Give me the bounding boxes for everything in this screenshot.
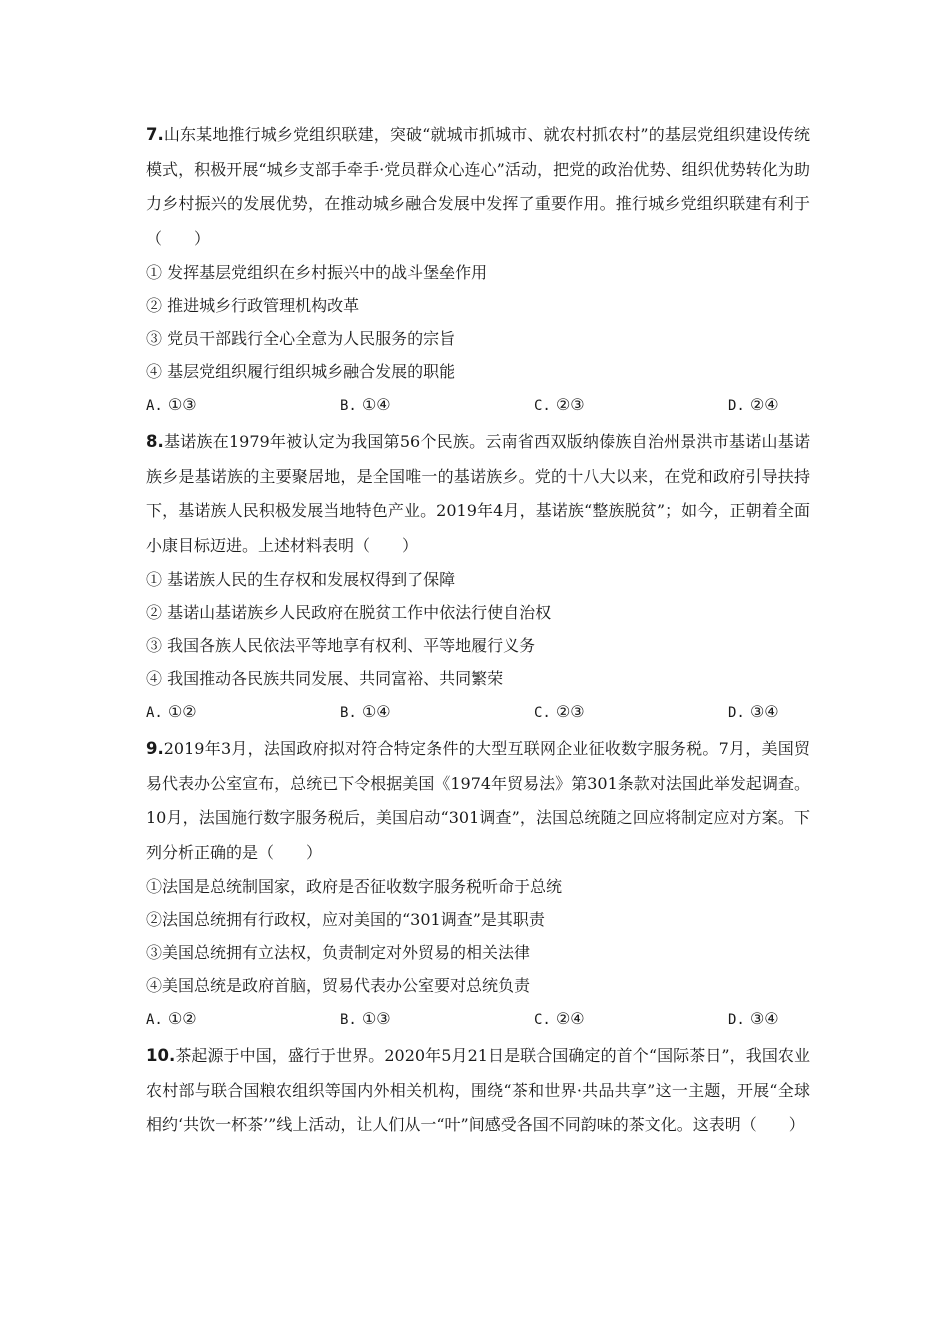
- choice-letter: D.: [728, 1012, 745, 1028]
- question-stem: [146, 425, 810, 563]
- statement-option: ①法国是总统制国家，政府是否征收数字服务税听命于总统: [146, 877, 563, 896]
- choice-value: ①③: [167, 395, 197, 414]
- question-number: 10.: [146, 1046, 176, 1065]
- statement-option: ④ 我国推动各民族共同发展、共同富裕、共同繁荣: [146, 669, 504, 688]
- choice-c[interactable]: [534, 388, 728, 423]
- choice-value: ②④: [749, 395, 779, 414]
- question-number: 9.: [146, 739, 164, 758]
- choice-letter: B.: [340, 705, 357, 721]
- choice-value: ①④: [361, 395, 391, 414]
- statement-option: ② 基诺山基诺族乡人民政府在脱贫工作中依法行使自治权: [146, 603, 552, 622]
- question-10: [146, 1039, 810, 1143]
- statement-option: ① 发挥基层党组织在乡村振兴中的战斗堡垒作用: [146, 263, 488, 282]
- question-stem: [146, 732, 810, 870]
- choice-letter: C.: [534, 705, 551, 721]
- statement-option: ③美国总统拥有立法权，负责制定对外贸易的相关法律: [146, 943, 531, 962]
- choice-letter: B.: [340, 1012, 357, 1028]
- answer-choices: [146, 388, 810, 423]
- choice-value: ①②: [167, 1009, 197, 1028]
- question-8: [146, 425, 810, 730]
- choice-letter: A.: [146, 1012, 163, 1028]
- choice-value: ②③: [555, 395, 585, 414]
- question-9: [146, 732, 810, 1037]
- choice-value: ③④: [749, 702, 779, 721]
- choice-letter: A.: [146, 705, 163, 721]
- choice-value: ①③: [361, 1009, 391, 1028]
- choice-value: ③④: [749, 1009, 779, 1028]
- statement-option: ② 推进城乡行政管理机构改革: [146, 296, 360, 315]
- choice-letter: A.: [146, 398, 163, 414]
- choice-value: ②④: [555, 1009, 585, 1028]
- choice-d[interactable]: [728, 1002, 779, 1037]
- choice-a[interactable]: [146, 695, 340, 730]
- statement-option: ① 基诺族人民的生存权和发展权得到了保障: [146, 570, 456, 589]
- choice-value: ①④: [361, 702, 391, 721]
- answer-choices: [146, 1002, 810, 1037]
- statement-option: ③ 党员干部践行全心全意为人民服务的宗旨: [146, 329, 456, 348]
- question-text: 茶起源于中国，盛行于世界。2020年5月21日是联合国确定的首个“国际茶日”，我国农业农村部与联合国粮农组织等国内外相关机构，围绕“茶和世界·共品共享”这一主题，开展“全球相约‘共饮一杯茶’”线上活动，让人们从一“叶”间感受各国不同韵味的茶文化。这表明（ ）: [146, 1046, 810, 1134]
- statement-option: ②法国总统拥有行政权，应对美国的“301调查”是其职责: [146, 910, 545, 929]
- choice-a[interactable]: [146, 1002, 340, 1037]
- choice-d[interactable]: [728, 695, 779, 730]
- choice-c[interactable]: [534, 1002, 728, 1037]
- choice-c[interactable]: [534, 695, 728, 730]
- statement-option: ③ 我国各族人民依法平等地享有权利、平等地履行义务: [146, 636, 536, 655]
- choice-letter: C.: [534, 398, 551, 414]
- question-number: 8.: [146, 432, 164, 451]
- choice-d[interactable]: [728, 388, 779, 423]
- choice-letter: C.: [534, 1012, 551, 1028]
- question-text: 2019年3月，法国政府拟对符合特定条件的大型互联网企业征收数字服务税。7月，美国贸易代表办公室宣布，总统已下令根据美国《1974年贸易法》第301条款对法国此举发起调查。10月，法国施行数字服务税后，美国启动“301调查”，法国总统随之回应将制定应对方案。下列分析正确的是（ ）: [146, 739, 810, 862]
- question-number: 7.: [146, 125, 164, 144]
- choice-b[interactable]: [340, 1002, 534, 1037]
- exam-page: [146, 118, 810, 1143]
- question-stem: [146, 118, 810, 256]
- answer-choices: [146, 695, 810, 730]
- choice-b[interactable]: [340, 388, 534, 423]
- statement-option: ④ 基层党组织履行组织城乡融合发展的职能: [146, 362, 456, 381]
- choice-letter: D.: [728, 398, 745, 414]
- statement-option: ④美国总统是政府首脑，贸易代表办公室要对总统负责: [146, 976, 531, 995]
- question-text: 基诺族在1979年被认定为我国第56个民族。云南省西双版纳傣族自治州景洪市基诺山基诺族乡是基诺族的主要聚居地，是全国唯一的基诺族乡。党的十八大以来，在党和政府引导扶持下，基诺族人民积极发展当地特色产业。2019年4月，基诺族“整族脱贫”；如今，正朝着全面小康目标迈进。上述材料表明（ ）: [146, 432, 810, 555]
- question-text: 山东某地推行城乡党组织联建，突破“就城市抓城市、就农村抓农村”的基层党组织建设传统模式，积极开展“城乡支部手牵手·党员群众心连心”活动，把党的政治优势、组织优势转化为助力乡村振兴的发展优势，在推动城乡融合发展中发挥了重要作用。推行城乡党组织联建有利于（ ）: [146, 125, 810, 248]
- choice-value: ②③: [555, 702, 585, 721]
- choice-a[interactable]: [146, 388, 340, 423]
- choice-b[interactable]: [340, 695, 534, 730]
- question-7: [146, 118, 810, 423]
- choice-value: ①②: [167, 702, 197, 721]
- choice-letter: B.: [340, 398, 357, 414]
- choice-letter: D.: [728, 705, 745, 721]
- question-stem: [146, 1039, 810, 1143]
